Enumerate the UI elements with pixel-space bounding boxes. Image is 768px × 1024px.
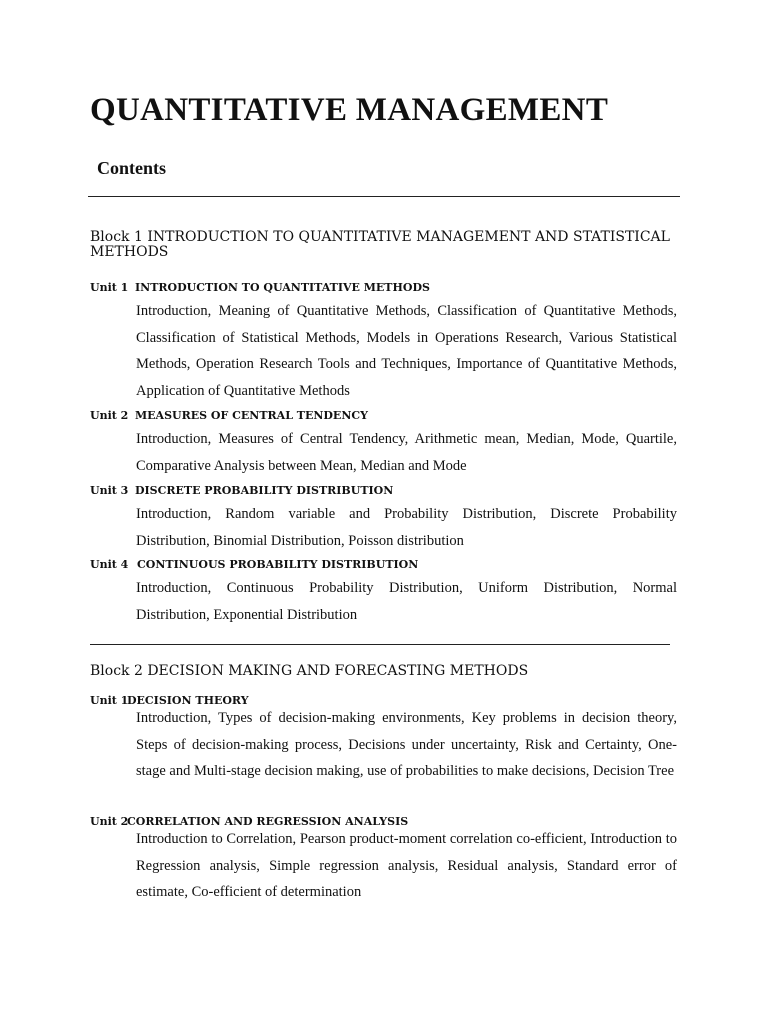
- unit-description: Introduction to Correlation, Pearson product-moment correlation co-efficient, Introduction to Regression analysis, Simple regression analysis, Residual analysis, Standard error of estimate, Co-efficient of determination: [136, 831, 677, 901]
- block-1-unit-3: [90, 484, 393, 497]
- unit-description: Introduction, Types of decision-making environments, Key problems in decision theory, Steps of decision-making process, Decisions under uncertainty, Risk and Certainty, One-stage and Multi-stage decision making, use of probabilities to make decisions, Decision Tree: [136, 710, 677, 780]
- unit-label: Unit 1: [90, 281, 129, 294]
- block-1-unit-2: [90, 409, 368, 422]
- unit-label: Unit 2: [90, 815, 129, 828]
- unit-title: CORRELATION AND REGRESSION ANALYSIS: [127, 815, 409, 828]
- unit-title: CONTINUOUS PROBABILITY DISTRIBUTION: [137, 558, 419, 571]
- unit-description: Introduction, Measures of Central Tendency, Arithmetic mean, Median, Mode, Quartile, Comparative Analysis between Mean, Median and Mode: [136, 431, 677, 474]
- unit-description: Introduction, Random variable and Probability Distribution, Discrete Probability Distribution, Binomial Distribution, Poisson distribution: [136, 506, 677, 549]
- unit-label: Unit 4: [90, 558, 129, 571]
- block-1-heading: Block 1 INTRODUCTION TO QUANTITATIVE MANAGEMENT AND STATISTICAL METHODS: [90, 229, 670, 260]
- unit-label: Unit 3: [90, 484, 129, 497]
- unit-label: Unit 1: [90, 694, 129, 707]
- block-2-heading: Block 2 DECISION MAKING AND FORECASTING METHODS: [90, 663, 529, 679]
- contents-heading: Contents: [97, 158, 167, 178]
- contents-divider: [88, 196, 680, 197]
- unit-label: Unit 2: [90, 409, 129, 422]
- unit-description: Introduction, Meaning of Quantitative Methods, Classification of Quantitative Methods, Classification of Statistical Methods, Models in Operations Research, Various Statistical Methods, Operation Research Tools and Techniques, Importance of Quantitative Methods, Application of Quantitative Methods: [136, 303, 677, 399]
- block-1-unit-1: [90, 281, 430, 294]
- block-divider: [90, 644, 670, 645]
- unit-title: MEASURES OF CENTRAL TENDENCY: [135, 409, 368, 422]
- unit-title: DISCRETE PROBABILITY DISTRIBUTION: [135, 484, 394, 497]
- document-title: QUANTITATIVE MANAGEMENT: [90, 92, 609, 128]
- unit-description: Introduction, Continuous Probability Distribution, Uniform Distribution, Normal Distribution, Exponential Distribution: [136, 580, 677, 623]
- unit-title: INTRODUCTION TO QUANTITATIVE METHODS: [135, 281, 430, 294]
- block-1-unit-4: [90, 558, 418, 571]
- unit-title: DECISION THEORY: [127, 694, 249, 707]
